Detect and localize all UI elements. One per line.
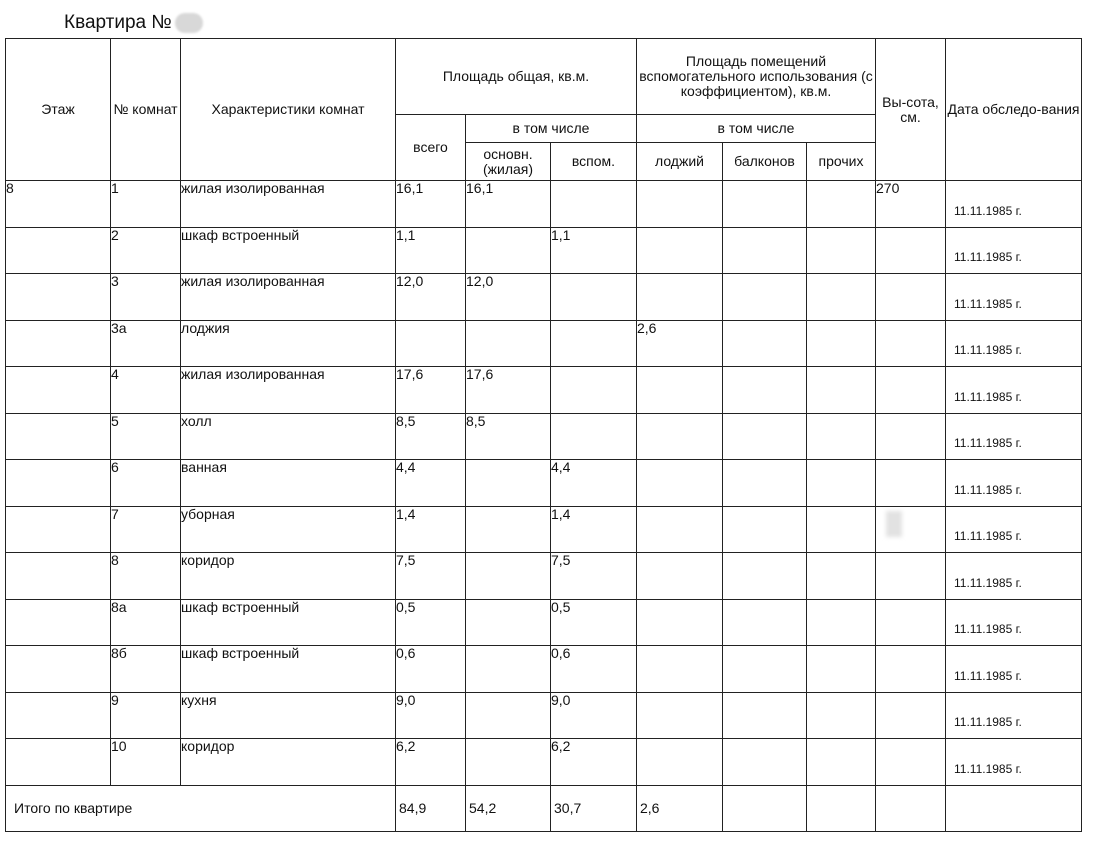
cell-room: 8а [111, 599, 181, 646]
cell-loggia [637, 460, 723, 507]
cell-other [807, 367, 876, 414]
cell-main [466, 460, 551, 507]
cell-desc: коридор [181, 739, 396, 786]
cell-main [466, 553, 551, 600]
cell-main [466, 739, 551, 786]
cell-balcony [723, 460, 807, 507]
cell-balcony [723, 274, 807, 321]
table-row [6, 553, 1082, 600]
cell-loggia [637, 181, 723, 228]
totals-loggia: 2,6 [637, 785, 723, 832]
cell-aux: 0,6 [551, 646, 637, 693]
cell-total: 6,2 [396, 739, 466, 786]
cell-room: 3 [111, 274, 181, 321]
cell-other [807, 646, 876, 693]
totals-other [807, 785, 876, 832]
cell-height [876, 646, 946, 693]
cell-desc: ванная [181, 460, 396, 507]
cell-loggia [637, 274, 723, 321]
cell-floor [6, 367, 111, 414]
cell-balcony [723, 739, 807, 786]
cell-total: 8,5 [396, 413, 466, 460]
cell-loggia [637, 739, 723, 786]
cell-desc: холл [181, 413, 396, 460]
header-total-area: Площадь общая, кв.м. [396, 39, 637, 115]
cell-aux [551, 367, 637, 414]
cell-room: 1 [111, 181, 181, 228]
cell-date: 11.11.1985 г. [946, 181, 1082, 228]
header-other: прочих [807, 143, 876, 181]
table-row [6, 692, 1082, 739]
cell-loggia [637, 599, 723, 646]
cell-other [807, 599, 876, 646]
cell-desc: жилая изолированная [181, 181, 396, 228]
cell-date: 11.11.1985 г. [946, 553, 1082, 600]
totals-main: 54,2 [466, 785, 551, 832]
cell-height [876, 506, 946, 553]
apartment-explication-table [5, 38, 1082, 832]
cell-balcony [723, 227, 807, 274]
apartment-title-text: Квартира № [64, 12, 172, 33]
cell-loggia [637, 367, 723, 414]
cell-desc: кухня [181, 692, 396, 739]
cell-room: 9 [111, 692, 181, 739]
cell-loggia [637, 506, 723, 553]
cell-aux: 1,1 [551, 227, 637, 274]
cell-height [876, 274, 946, 321]
cell-floor: 8 [6, 181, 111, 228]
cell-height [876, 739, 946, 786]
cell-date: 11.11.1985 г. [946, 599, 1082, 646]
totals-height [876, 785, 946, 832]
cell-date: 11.11.1985 г. [946, 692, 1082, 739]
cell-date: 11.11.1985 г. [946, 367, 1082, 414]
cell-floor [6, 460, 111, 507]
cell-main [466, 692, 551, 739]
cell-total [396, 320, 466, 367]
totals-total: 84,9 [396, 785, 466, 832]
cell-height: 270 [876, 181, 946, 228]
table-row [6, 413, 1082, 460]
cell-main [466, 646, 551, 693]
cell-room: 2 [111, 227, 181, 274]
table-row [6, 274, 1082, 321]
cell-total: 9,0 [396, 692, 466, 739]
cell-other [807, 274, 876, 321]
cell-main: 16,1 [466, 181, 551, 228]
cell-room: 5 [111, 413, 181, 460]
cell-balcony [723, 646, 807, 693]
cell-main [466, 599, 551, 646]
totals-date [946, 785, 1082, 832]
cell-other [807, 413, 876, 460]
cell-balcony [723, 320, 807, 367]
cell-height [876, 460, 946, 507]
cell-loggia [637, 553, 723, 600]
cell-desc: коридор [181, 553, 396, 600]
cell-loggia [637, 692, 723, 739]
cell-floor [6, 413, 111, 460]
cell-date: 11.11.1985 г. [946, 227, 1082, 274]
cell-balcony [723, 506, 807, 553]
cell-room: 10 [111, 739, 181, 786]
header-including-aux: в том числе [637, 115, 876, 143]
header-floor: Этаж [6, 39, 111, 181]
apartment-title [64, 12, 203, 34]
cell-room: 3а [111, 320, 181, 367]
cell-date: 11.11.1985 г. [946, 646, 1082, 693]
cell-other [807, 320, 876, 367]
cell-balcony [723, 553, 807, 600]
cell-floor [6, 274, 111, 321]
scan-smudge [886, 511, 902, 537]
cell-total: 0,6 [396, 646, 466, 693]
cell-date: 11.11.1985 г. [946, 274, 1082, 321]
cell-desc: жилая изолированная [181, 274, 396, 321]
cell-total: 17,6 [396, 367, 466, 414]
header-all: всего [396, 115, 466, 181]
cell-balcony [723, 367, 807, 414]
cell-main [466, 506, 551, 553]
cell-aux [551, 181, 637, 228]
cell-balcony [723, 413, 807, 460]
table-row [6, 181, 1082, 228]
totals-label: Итого по квартире [6, 785, 396, 832]
cell-floor [6, 227, 111, 274]
table-row [6, 646, 1082, 693]
cell-date: 11.11.1985 г. [946, 460, 1082, 507]
cell-room: 6 [111, 460, 181, 507]
cell-total: 1,1 [396, 227, 466, 274]
cell-floor [6, 692, 111, 739]
cell-aux [551, 274, 637, 321]
cell-date: 11.11.1985 г. [946, 320, 1082, 367]
cell-main [466, 320, 551, 367]
cell-desc: шкаф встроенный [181, 599, 396, 646]
totals-balcony [723, 785, 807, 832]
cell-room: 7 [111, 506, 181, 553]
cell-floor [6, 553, 111, 600]
header-characteristics: Характеристики комнат [181, 39, 396, 181]
header-balconies: балконов [723, 143, 807, 181]
table-row [6, 506, 1082, 553]
cell-total: 4,4 [396, 460, 466, 507]
cell-total: 1,4 [396, 506, 466, 553]
cell-other [807, 181, 876, 228]
header-room-no: № комнат [111, 39, 181, 181]
cell-total: 7,5 [396, 553, 466, 600]
cell-floor [6, 320, 111, 367]
cell-loggia [637, 227, 723, 274]
cell-aux [551, 413, 637, 460]
cell-desc: шкаф встроенный [181, 646, 396, 693]
cell-aux: 9,0 [551, 692, 637, 739]
cell-aux: 6,2 [551, 739, 637, 786]
header-height: Вы-сота, см. [876, 39, 946, 181]
cell-balcony [723, 692, 807, 739]
cell-aux: 0,5 [551, 599, 637, 646]
cell-height [876, 599, 946, 646]
cell-date: 11.11.1985 г. [946, 739, 1082, 786]
cell-other [807, 692, 876, 739]
cell-loggia [637, 413, 723, 460]
cell-other [807, 506, 876, 553]
cell-desc: лоджия [181, 320, 396, 367]
cell-desc: жилая изолированная [181, 367, 396, 414]
cell-loggia: 2,6 [637, 320, 723, 367]
cell-main [466, 227, 551, 274]
cell-main: 17,6 [466, 367, 551, 414]
cell-height [876, 692, 946, 739]
table-row [6, 227, 1082, 274]
cell-other [807, 553, 876, 600]
cell-total: 16,1 [396, 181, 466, 228]
cell-main: 8,5 [466, 413, 551, 460]
table-row [6, 460, 1082, 507]
cell-aux: 7,5 [551, 553, 637, 600]
cell-desc: уборная [181, 506, 396, 553]
cell-other [807, 227, 876, 274]
redacted-apartment-number [175, 13, 203, 33]
cell-balcony [723, 599, 807, 646]
cell-other [807, 739, 876, 786]
cell-floor [6, 739, 111, 786]
cell-room: 8 [111, 553, 181, 600]
table-row [6, 367, 1082, 414]
totals-row [6, 785, 1082, 832]
cell-main: 12,0 [466, 274, 551, 321]
header-date: Дата обследо-вания [946, 39, 1082, 181]
cell-floor [6, 646, 111, 693]
cell-total: 0,5 [396, 599, 466, 646]
cell-date: 11.11.1985 г. [946, 506, 1082, 553]
table-row [6, 739, 1082, 786]
cell-aux: 4,4 [551, 460, 637, 507]
cell-floor [6, 599, 111, 646]
cell-room: 8б [111, 646, 181, 693]
cell-height [876, 413, 946, 460]
cell-room: 4 [111, 367, 181, 414]
cell-height [876, 320, 946, 367]
header-auxiliary: вспом. [551, 143, 637, 181]
cell-desc: шкаф встроенный [181, 227, 396, 274]
totals-aux: 30,7 [551, 785, 637, 832]
header-main-living: основн. (жилая) [466, 143, 551, 181]
table-row [6, 320, 1082, 367]
cell-height [876, 367, 946, 414]
cell-loggia [637, 646, 723, 693]
cell-total: 12,0 [396, 274, 466, 321]
cell-other [807, 460, 876, 507]
cell-balcony [723, 181, 807, 228]
table-row [6, 599, 1082, 646]
cell-aux [551, 320, 637, 367]
cell-height [876, 553, 946, 600]
header-including-total: в том числе [466, 115, 637, 143]
header-loggias: лоджий [637, 143, 723, 181]
cell-date: 11.11.1985 г. [946, 413, 1082, 460]
cell-aux: 1,4 [551, 506, 637, 553]
cell-floor [6, 506, 111, 553]
header-aux-area: Площадь помещений вспомогательного использования (с коэффициентом), кв.м. [637, 39, 876, 115]
cell-height [876, 227, 946, 274]
